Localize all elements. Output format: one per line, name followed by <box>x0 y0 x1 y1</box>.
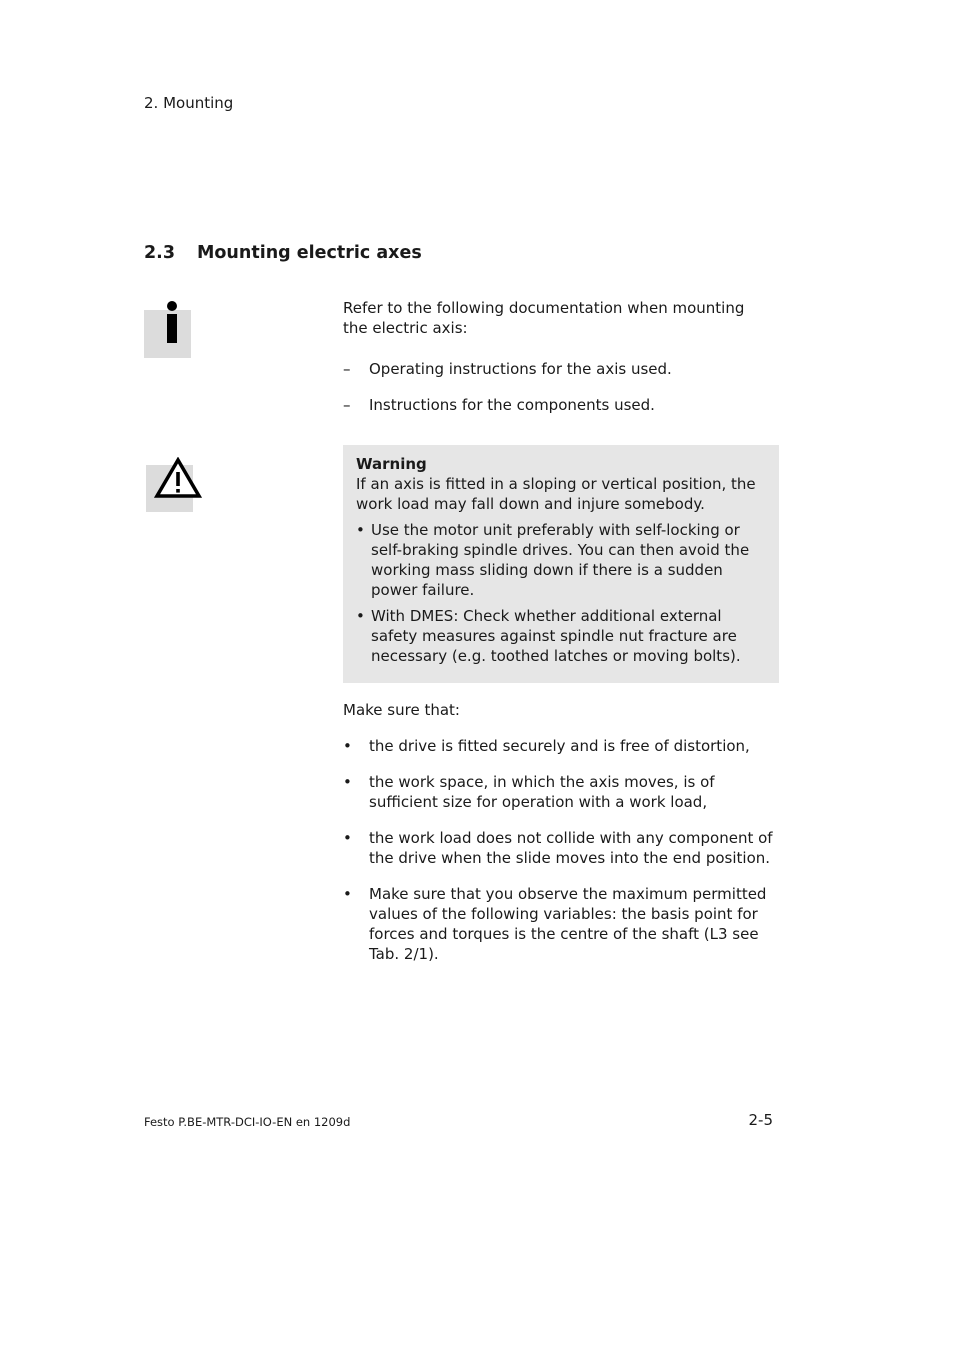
list-item-text: the work load does not collide with any component of the drive when the slide moves into the end position. <box>369 829 773 867</box>
footer-document-id: Festo P.BE-MTR-DCI-IO-EN en 1209d <box>144 1115 351 1129</box>
warning-bullet-text: With DMES: Check whether additional external safety measures against spindle nut fracture are necessary (e.g. toothed latches or moving bolts). <box>371 607 741 665</box>
list-item-text: the drive is fitted securely and is free of distortion, <box>369 737 750 755</box>
list-item-text: Operating instructions for the axis used. <box>369 360 672 378</box>
list-item-text: the work space, in which the axis moves, is of sufficient size for operation with a work load, <box>369 773 715 811</box>
section-title: Mounting electric axes <box>197 243 422 263</box>
warning-triangle-icon <box>146 465 193 512</box>
warning-bullet <box>356 520 768 600</box>
dash-marker: – <box>343 396 351 414</box>
bullet-marker: • <box>356 607 365 625</box>
running-header: 2. Mounting <box>144 94 234 112</box>
checklist-lead: Make sure that: <box>343 701 460 719</box>
page-number: 2-5 <box>748 1111 773 1129</box>
bullet-marker: • <box>343 773 352 791</box>
list-item-text: Make sure that you observe the maximum permitted values of the following variables: the basis point for forces and torques is the centre of the shaft (L3 see Tab. 2/1). <box>369 885 767 963</box>
intro-paragraph: Refer to the following documentation when mounting the electric axis: <box>343 299 745 337</box>
bullet-marker: • <box>356 521 365 539</box>
warning-box <box>343 445 779 683</box>
bullet-marker: • <box>343 885 352 903</box>
warning-title: Warning <box>356 455 427 473</box>
bullet-marker: • <box>343 829 352 847</box>
bullet-marker: • <box>343 737 352 755</box>
list-item-text: Instructions for the components used. <box>369 396 655 414</box>
warning-bullet <box>356 606 768 666</box>
warning-bullet-text: Use the motor unit preferably with self-locking or self-braking spindle drives. You can then avoid the working mass sliding down if there is a sudden power failure. <box>371 521 750 599</box>
section-number: 2.3 <box>144 243 176 263</box>
info-icon <box>144 310 191 358</box>
section-heading <box>144 243 422 263</box>
dash-marker: – <box>343 360 351 378</box>
warning-text: If an axis is fitted in a sloping or vertical position, the work load may fall down and injure somebody. <box>356 475 756 513</box>
